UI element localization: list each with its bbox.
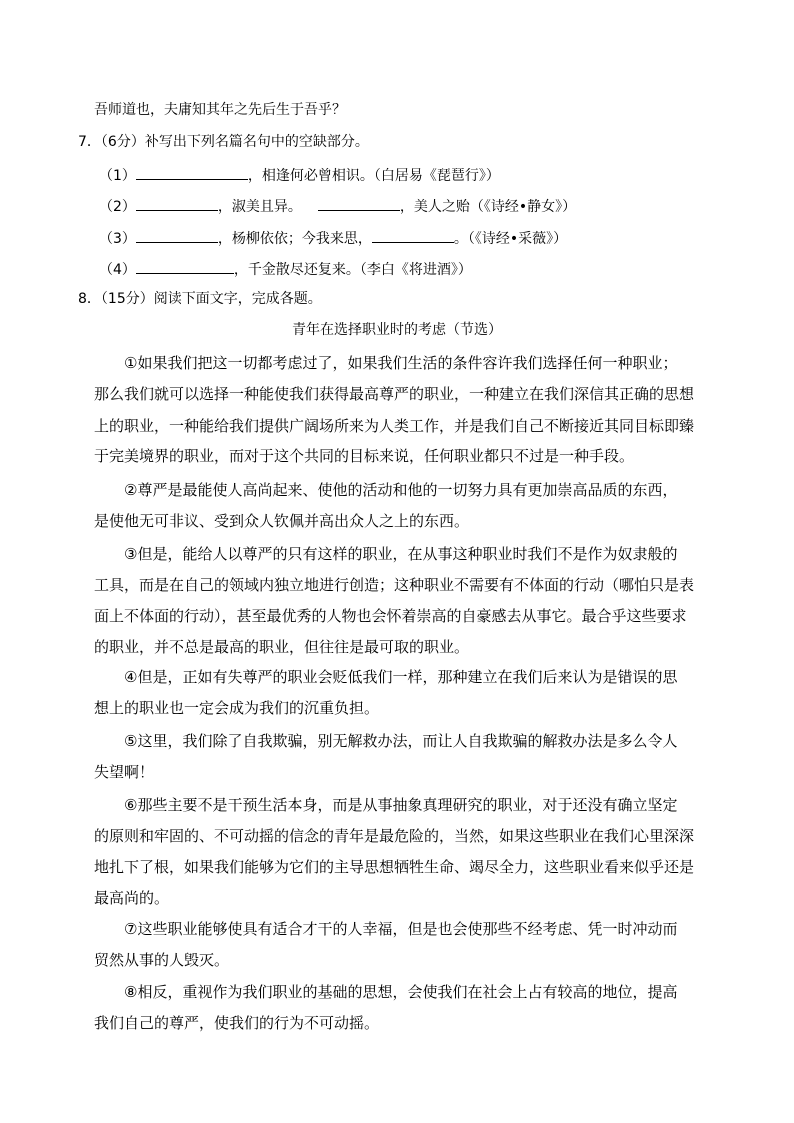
item-number: （3） (99, 231, 136, 247)
passage-line: ⑤这里，我们除了自我欺骗，别无解救办法，而让人自我欺骗的解救办法是多么令人 (124, 732, 678, 750)
passage-line: ⑧相反，重视作为我们职业的基础的思想，会使我们在社会上占有较高的地位，提高 (124, 983, 678, 1001)
q7-item-2 (99, 196, 576, 216)
passage-line: 的职业，并不总是最高的职业，但往往是最可取的职业。 (94, 638, 470, 656)
answer-blank[interactable] (318, 196, 400, 211)
passage-line: 的原则和牢固的、不可动摇的信念的青年是最危险的，当然，如果这些职业在我们心里深深 (94, 827, 695, 845)
passage-line: 工具，而是在自己的领域内独立地进行创造；这种职业不需要有不体面的行动（哪怕只是表 (94, 576, 695, 594)
passage-line: ④但是，正如有失尊严的职业会贬低我们一样，那种建立在我们后来认为是错误的思 (124, 668, 678, 686)
passage-line: 面上不体面的行动），甚至最优秀的人物也会怀着崇高的自豪感去从事它。最合乎这些要求 (94, 607, 687, 625)
item-text: ，美人之贻（《诗经•静女》） (399, 199, 577, 215)
passage-line: ⑦这些职业能够使具有适合才干的人幸福，但是也会使那些不经考虑、凭一时冲动而 (124, 920, 678, 938)
item-number: （1） (99, 168, 136, 184)
item-text: 。（《诗经•采薇》） (453, 231, 568, 247)
answer-blank[interactable] (136, 228, 218, 243)
item-text: ，千金散尽还复来。（李白《将进酒》） (233, 262, 472, 278)
passage-line: 贸然从事的人毁灭。 (94, 951, 230, 969)
passage-line: 上的职业，一种能给我们提供广阔场所来为人类工作，并是我们自己不断接近其同目标即臻 (94, 417, 695, 435)
q6-tail-line: 吾师道也，夫庸知其年之先后生于吾乎？ (94, 102, 346, 118)
passage-line: ②尊严是最能使人高尚起来、使他的活动和他的一切努力具有更加崇高品质的东西， (124, 481, 678, 499)
item-text: ，淑美且异。 (217, 199, 302, 215)
item-number: （4） (99, 262, 136, 278)
q7-stem: 7．（6分）补写出下列名篇名句中的空缺部分。 (78, 134, 369, 150)
passage-line: 我们自己的尊严，使我们的行为不可动摇。 (94, 1014, 380, 1032)
answer-blank[interactable] (136, 165, 248, 180)
passage-line: ①如果我们把这一切都考虑过了，如果我们生活的条件容许我们选择任何一种职业； (124, 354, 678, 372)
passage-line: 想上的职业也一定会成为我们的沉重负担。 (94, 699, 380, 717)
passage-line: 失望啊！ (94, 763, 155, 781)
answer-blank[interactable] (372, 228, 454, 243)
passage-title: 青年在选择职业时的考虑（节选） (292, 322, 502, 338)
q7-item-4 (99, 259, 472, 279)
answer-blank[interactable] (136, 196, 218, 211)
item-text: ，杨柳依依；今我来思， (217, 231, 372, 247)
passage-line: 那么我们就可以选择一种能使我们获得最高尊严的职业，一种建立在我们深信其正确的思想 (94, 385, 695, 403)
q7-item-3 (99, 228, 567, 248)
passage-line: 于完美境界的职业，而对于这个共同的目标来说，任何职业都只不过是一种手段。 (94, 447, 635, 465)
passage-line: 地扎下了根，如果我们能够为它们的主导思想牺牲生命、竭尽全力，这些职业看来似乎还是 (94, 858, 695, 876)
passage-line: 是使他无可非议、受到众人钦佩并高出众人之上的东西。 (94, 512, 470, 530)
passage-line: 最高尚的。 (94, 889, 170, 907)
item-number: （2） (99, 199, 136, 215)
passage-line: ⑥那些主要不是干预生活本身，而是从事抽象真理研究的职业，对于还没有确立坚定 (124, 796, 678, 814)
answer-blank[interactable] (136, 259, 234, 274)
q7-item-1 (99, 165, 500, 185)
item-text: ，相逢何必曾相识。（白居易《琵琶行》） (247, 168, 500, 184)
q8-stem: 8．（15分）阅读下面文字，完成各题。 (78, 291, 322, 307)
passage-line: ③但是，能给人以尊严的只有这样的职业，在从事这种职业时我们不是作为奴隶般的 (124, 545, 678, 563)
